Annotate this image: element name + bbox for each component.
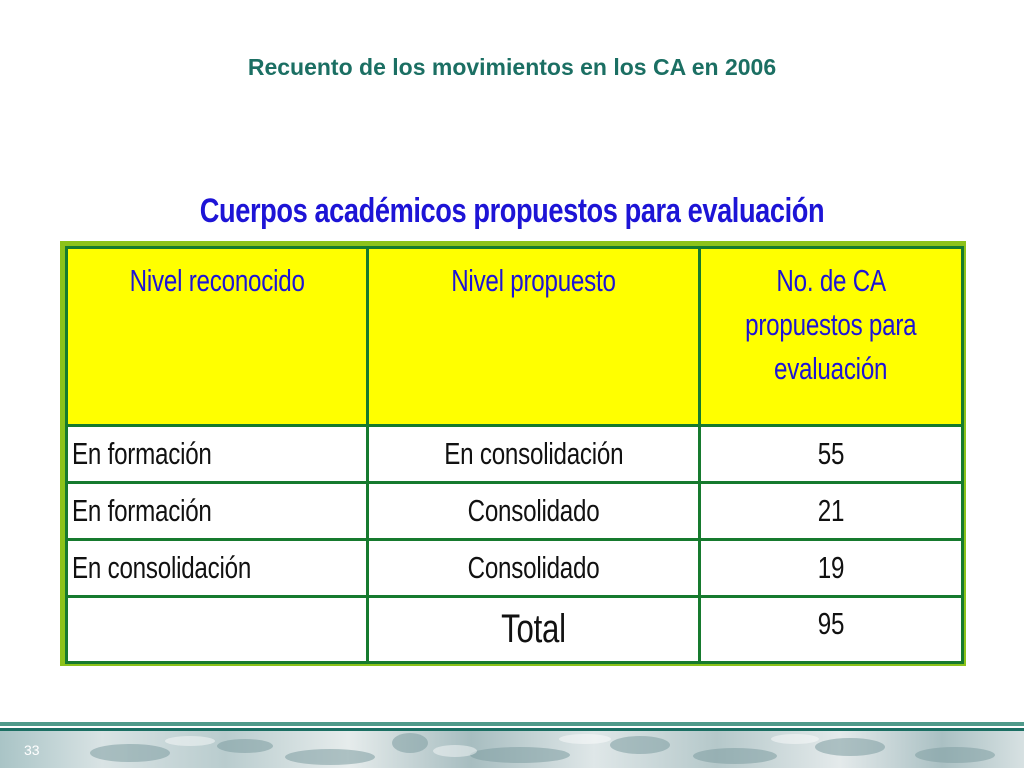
- row-1-nivel-propuesto: En consolidación: [368, 426, 700, 483]
- data-table-frame: [60, 241, 966, 666]
- page-number: 33: [24, 742, 40, 758]
- row-1-no-de-ca: 55: [700, 426, 963, 483]
- row-2-nivel-reconocido: En formación: [67, 483, 368, 540]
- footer-decoration-pattern: [0, 731, 1024, 768]
- row-2-no-de-ca: 21: [700, 483, 963, 540]
- row-3-no-de-ca: 19: [700, 540, 963, 597]
- data-table: [65, 246, 964, 664]
- table-header-row: [67, 248, 963, 426]
- table-row: [67, 426, 963, 483]
- row-1-nivel-reconocido: En formación: [67, 426, 368, 483]
- table-caption: Cuerpos académicos propuestos para evaluación: [199, 192, 825, 230]
- table-row: [67, 540, 963, 597]
- slide-title: Recuento de los movimientos en los CA en 2006: [247, 54, 777, 80]
- table-row: [67, 483, 963, 540]
- row-3-nivel-reconocido: En consolidación: [67, 540, 368, 597]
- total-value: 95: [700, 597, 963, 663]
- header-nivel-propuesto: Nivel propuesto: [368, 248, 700, 426]
- header-nivel-reconocido: Nivel reconocido: [67, 248, 368, 426]
- footer-divider-light: [0, 722, 1024, 726]
- row-3-nivel-propuesto: Consolidado: [368, 540, 700, 597]
- header-no-de-ca: No. de CA propuestos para evaluación: [700, 248, 963, 426]
- total-row-empty-cell: [67, 597, 368, 663]
- table-total-row: [67, 597, 963, 663]
- row-2-nivel-propuesto: Consolidado: [368, 483, 700, 540]
- total-label: Total: [368, 597, 700, 663]
